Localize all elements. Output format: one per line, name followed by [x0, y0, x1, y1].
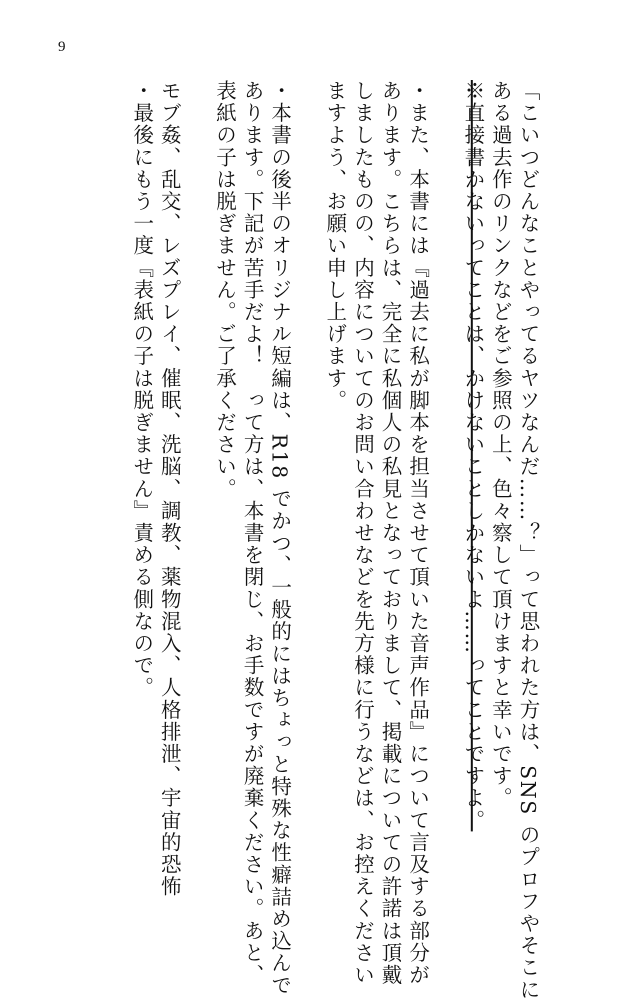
struck-text-line: ※直接書かないってことは、かけないことしかないよ……ってことですよ。: [460, 80, 485, 832]
blank-line: [431, 80, 459, 870]
genre-list-line: モブ姦、乱交、レズプレイ、催眠、洗脳、調教、薬物混入、人格排泄、宇宙的恐怖: [157, 80, 182, 898]
text-line-10: あります。下記が苦手だよ！ って方は、本書を閉じ、お手数ですが廃棄ください。あと、: [240, 80, 265, 987]
vertical-text-body: [127, 80, 541, 1001]
blank-line: [182, 80, 210, 870]
text-line-7: ますよう、お願い申し上げます。: [322, 80, 347, 412]
text-line-4: ・また、本書には『過去に私が脚本を担当させて頂いた音声作品』について言及する部分が: [405, 80, 430, 987]
text-line-2: ある過去作のリンクなどをご参照の上、色々察して頂けますと幸いです。: [488, 80, 513, 810]
text-line-1: 「こいつどんなことやってるヤツなんだ……？」って思われた方は、SNS のプロフやそこに: [516, 80, 540, 1001]
page-number: 9: [58, 39, 66, 55]
text-line-11: 表紙の子は脱ぎません。ご了承ください。: [212, 80, 237, 500]
final-note-line: ・最後にもう一度『表紙の子は脱ぎません』責める側なので。: [129, 80, 154, 699]
text-line-5: あります。こちらは、完全に私個人の私見となっておりまして、掲載についての許諾は頂戴: [378, 80, 403, 987]
blank-line: [293, 80, 321, 870]
text-line-9: ・本書の後半のオリジナル短編は、R18 でかつ、一般的にはちょっと特殊な性癖詰め込んで: [267, 80, 292, 997]
text-line-6: しましたものの、内容についてのお問い合わせなどを先方様に行うなどは、お控えください: [350, 80, 375, 987]
